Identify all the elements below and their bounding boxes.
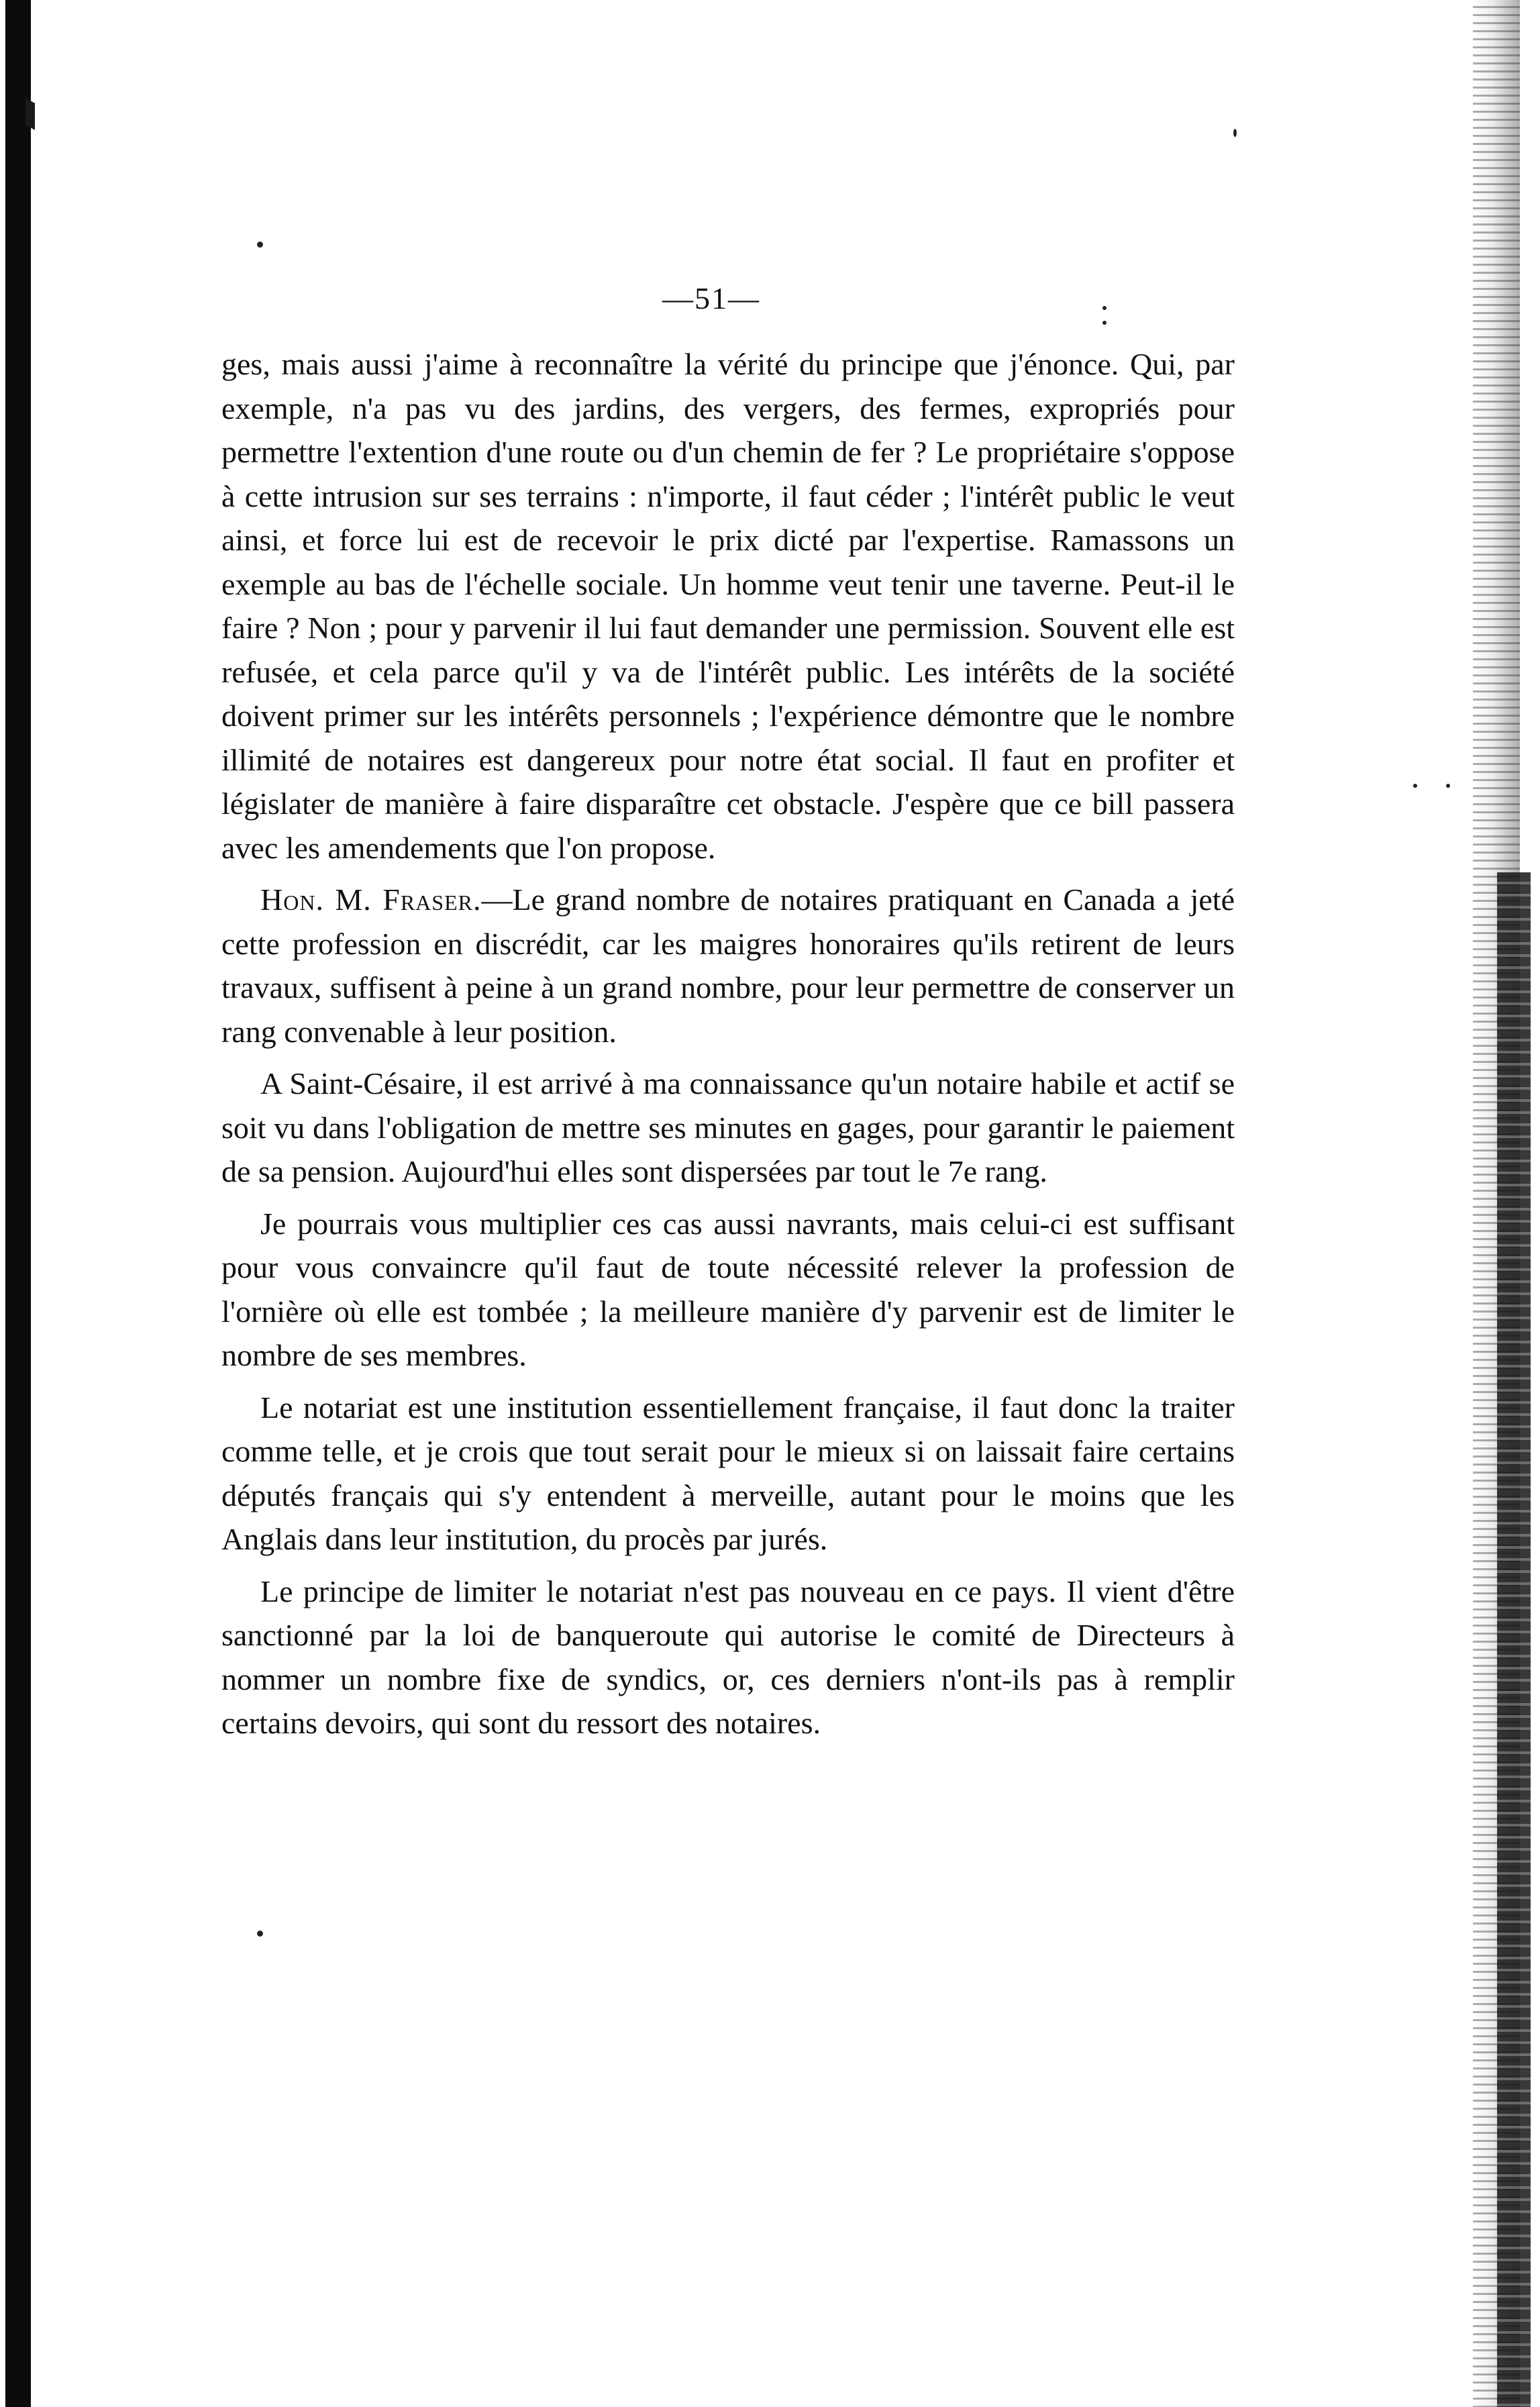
paragraph: Le principe de limiter le notariat n'est pas nouveau en ce pays. Il vient d'être sanctionné par la loi de banqueroute qui autorise le comité de Directeurs à nommer un nombre fixe de syndics, or, ces derniers n'ont-ils pas à remplir certains devoirs, qui sont du ressort des notaires.: [221, 1574, 1235, 1740]
left-binding-edge: [5, 0, 31, 2407]
ink-speck: [257, 242, 263, 248]
ink-speck: [257, 1931, 263, 1937]
ink-speck: [1446, 784, 1450, 788]
ink-speck: [1413, 784, 1417, 788]
body-text: [221, 342, 1235, 1745]
binding-notch: [25, 98, 35, 130]
ink-speck: [1233, 129, 1237, 137]
speech-text: —Le grand nombre de notaires pratiquant en Canada a jeté cette profession en discrédit, car les maigres honoraires qu'ils retirent de leurs travaux, suffisent à peine à un grand nombre, pour leur permettre de conserver un rang convenable à leur position.: [221, 882, 1235, 1049]
speaker-name: Hon. M. Fraser.: [260, 882, 482, 917]
paragraph: Je pourrais vous multiplier ces cas aussi navrants, mais celui-ci est suffisant pour vous convaincre qu'il faut de toute nécessité relever la profession de l'ornière où elle est tombée ; la meilleure manière d'y parvenir est de limiter le nombre de ses membres.: [221, 1206, 1235, 1372]
page-number: —51—: [662, 281, 760, 315]
right-page-edge-shadow: [1497, 872, 1531, 2407]
ink-speck: [1102, 321, 1107, 325]
paragraph: A Saint-Césaire, il est arrivé à ma connaissance qu'un notaire habile et actif se soit vu dans l'obligation de mettre ses minutes en gages, pour garantir le paiement de sa pension. Aujourd'hui elles sont dispersées par tout le 7e rang.: [221, 1066, 1235, 1188]
paragraph: ges, mais aussi j'aime à reconnaître la vérité du principe que j'énonce. Qui, par exemple, n'a pas vu des jardins, des vergers, des fermes, expropriés pour permettre l'extention d'une route ou d'un chemin de fer ? Le propriétaire s'oppose à cette intrusion sur ses terrains : n'importe, il faut céder ; l'intérêt public le veut ainsi, et force lui est de recevoir le prix dicté par l'expertise. Ramassons un exemple au bas de l'échelle sociale. Un homme veut tenir une taverne. Peut-il le faire ? Non ; pour y parvenir il lui faut demander une permission. Souvent elle est refusée, et cela parce qu'il y va de l'intérêt public. Les intérêts de la société doivent primer sur les intérêts personnels ; l'expérience démontre que le nombre illimité de notaires est dangereux pour notre état social. Il faut en profiter et législater de manière à faire disparaître cet obstacle. J'espère que ce bill passera avec les amendements que l'on propose.: [221, 347, 1235, 865]
paragraph: [221, 878, 1235, 1054]
paragraph: Le notariat est une institution essentiellement française, il faut donc la traiter comme telle, et je crois que tout serait pour le mieux si on laissait faire certains députés français qui s'y entendent à merveille, autant pour le moins que les Anglais dans leur institution, du procès par jurés.: [221, 1390, 1235, 1556]
